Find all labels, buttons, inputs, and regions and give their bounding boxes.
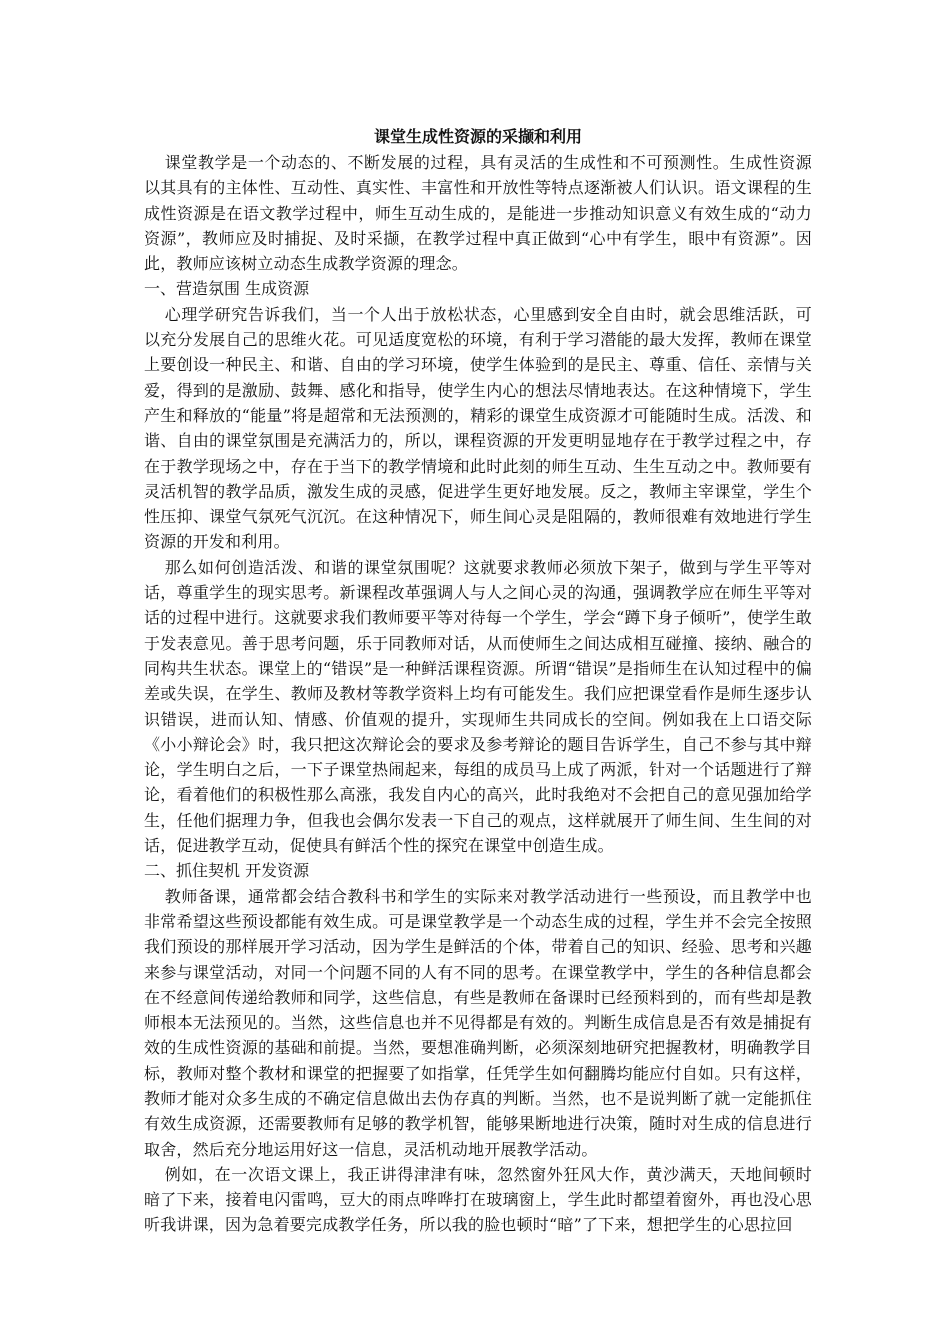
paragraph-intro: 课堂教学是一个动态的、不断发展的过程，具有灵活的生成性和不可预测性。生成性资源以其具有的主体性、互动性、真实性、丰富性和开放性等特点逐渐被人们认识。语文课程的生成性资源是在语文教学过程中，师生互动生成的，是能进一步推动知识意义有效生成的“动力资源”，教师应及时捕捉、及时采撷，在教学过程中真正做到“心中有学生，眼中有资源”。因此，教师应该树立动态生成教学资源的理念。 (144, 153, 812, 274)
paragraph-section2-a: 教师备课，通常都会结合教科书和学生的实际来对教学活动进行一些预设，而且教学中也非常希望这些预设都能有效生成。可是课堂教学是一个动态生成的过程，学生并不会完全按照我们预设的那样展开学习活动，因为学生是鲜活的个体，带着自己的知识、经验、思考和兴趣来参与课堂活动，对同一个问题不同的人有不同的思考。在课堂教学中，学生的各种信息都会在不经意间传递给教师和同学，这些信息，有些是教师在备课时已经预料到的，而有些却是教师根本无法预见的。当然，这些信息也并不见得都是有效的。判断生成信息是否有效是捕捉有效的生成性资源的基础和前提。当然，要想准确判断，必须深刻地研究把握教材，明确教学目标，教师对整个教材和课堂的把握要了如指掌，任凭学生如何翻腾均能应付自如。只有这样，教师才能对众多生成的不确定信息做出去伪存真的判断。当然，也不是说判断了就一定能抓住有效生成资源，还需要教师有足够的教学机智，能够果断地进行决策，随时对生成的信息进行取舍，然后充分地运用好这一信息，灵活机动地开展教学活动。 (144, 886, 812, 1159)
paragraph-section1-b: 那么如何创造活泼、和谐的课堂氛围呢？这就要求教师必须放下架子，做到与学生平等对话，尊重学生的现实思考。新课程改革强调人与人之间心灵的沟通，强调教学应在师生平等对话的过程中进行。这就要求我们教师要平等对待每一个学生，学会“蹲下身子倾听”，使学生敢于发表意见。善于思考问题，乐于同教师对话，从而使师生之间达成相互碰撞、接纳、融合的同构共生状态。课堂上的“错误”是一种鲜活课程资源。所谓“错误”是指师生在认知过程中的偏差或失误，在学生、教师及教材等教学资料上均有可能发生。我们应把课堂看作是师生逐步认识错误，进而认知、情感、价值观的提升，实现师生共同成长的空间。例如我在上口语交际《小小辩论会》时，我只把这次辩论会的要求及参考辩论的题目告诉学生，自己不参与其中辩论，学生明白之后，一下子课堂热闹起来，每组的成员马上成了两派，针对一个话题进行了辩论，看着他们的积极性那么高涨，我发自内心的高兴，此时我绝对不会把自己的意见强加给学生，任他们据理力争，但我也会偶尔发表一下自己的观点，这样就展开了师生间、生生间的对话，促进教学互动，促使具有鲜活个性的探究在课堂中创造生成。 (144, 557, 812, 856)
document-title: 课堂生成性资源的采撷和利用 (373, 127, 582, 146)
document-page (144, 124, 812, 1238)
document-body (144, 150, 812, 1238)
paragraph-section2-b: 例如，在一次语文课上，我正讲得津津有味，忽然窗外狂风大作，黄沙满天，天地间顿时暗了下来，接着电闪雷鸣，豆大的雨点哗哗打在玻璃窗上，学生此时都望着窗外，再也没心思听我讲课，因为急着要完成教学任务，所以我的脸也顿时“暗”了下来，想把学生的心思拉回 (144, 1164, 812, 1235)
section-heading-2: 二、抓住契机 开发资源 (144, 861, 310, 881)
paragraph-section1-a: 心理学研究告诉我们，当一个人出于放松状态，心里感到安全自由时，就会思维活跃，可以充分发展自己的思维火花。可见适度宽松的环境，有利于学习潜能的最大发挥，教师在课堂上要创设一种民主、和谐、自由的学习环境，使学生体验到的是民主、尊重、信任、亲情与关爱，得到的是激励、鼓舞、感化和指导，使学生内心的想法尽情地表达。在这种情境下，学生产生和释放的“能量”将是超常和无法预测的，精彩的课堂生成资源才可能随时生成。活泼、和谐、自由的课堂氛围是充满活力的，所以，课程资源的开发更明显地存在于教学过程之中，存在于教学现场之中，存在于当下的教学情境和此时此刻的师生互动、生生互动之中。教师要有灵活机智的教学品质，激发生成的灵感，促进学生更好地发展。反之，教师主宰课堂，学生个性压抑、课堂气氛死气沉沉。在这种情况下，师生间心灵是阻隔的，教师很难有效地进行学生资源的开发和利用。 (144, 304, 812, 552)
section-heading-1: 一、营造氛围 生成资源 (144, 279, 310, 299)
